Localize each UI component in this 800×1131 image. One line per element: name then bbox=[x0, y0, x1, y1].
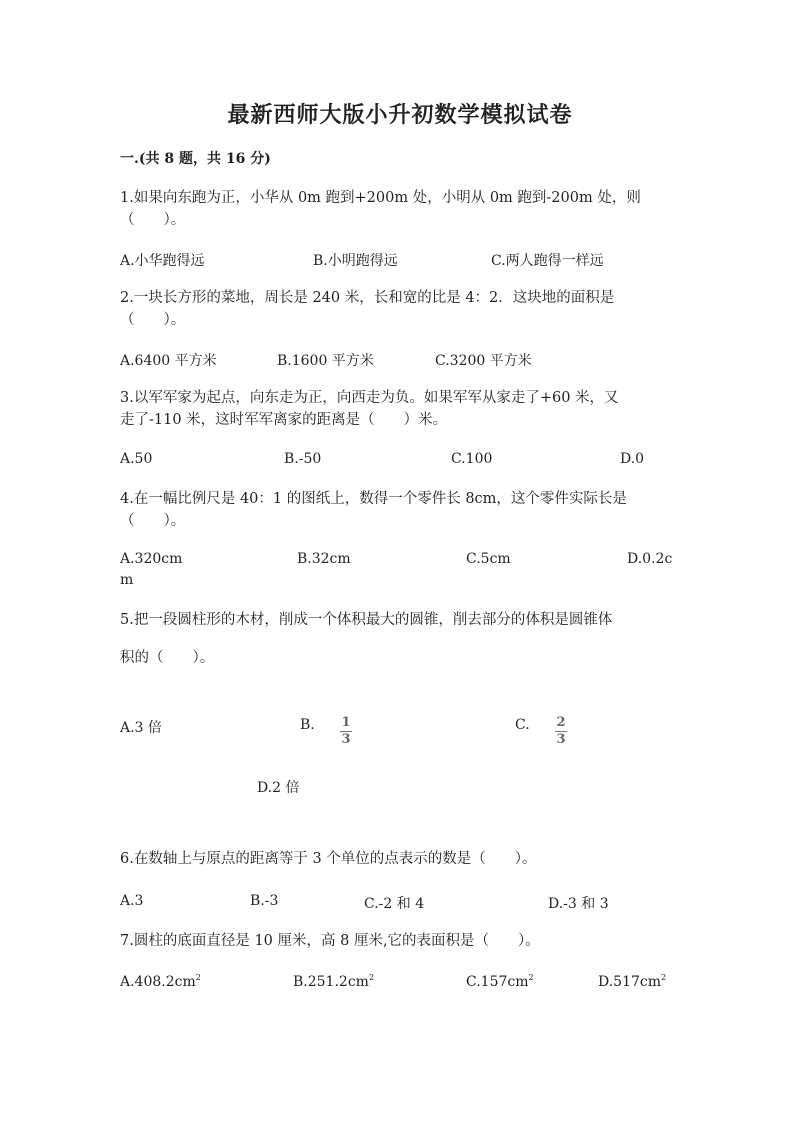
fraction-denominator: 3 bbox=[556, 732, 566, 747]
question-7-option-b[interactable] bbox=[293, 973, 374, 990]
question-5-option-b[interactable]: B. bbox=[300, 717, 315, 733]
question-4-option-d[interactable]: D.0.2c bbox=[627, 551, 673, 567]
option-text: A.408.2cm bbox=[120, 974, 196, 990]
question-4-text: 4.在一幅比例尺是 40：1 的图纸上，数得一个零件长 8cm，这个零件实际长是 bbox=[120, 491, 627, 507]
unit-superscript: 2 bbox=[195, 973, 201, 982]
question-2-text-cont: （ ）。 bbox=[120, 312, 186, 328]
question-6-text: 6.在数轴上与原点的距离等于 3 个单位的点表示的数是（ ）。 bbox=[120, 851, 537, 867]
question-7-option-c[interactable] bbox=[466, 973, 534, 990]
question-7-text: 7.圆柱的底面直径是 10 厘米，高 8 厘米,它的表面积是（ ）。 bbox=[120, 933, 540, 949]
unit-superscript: 2 bbox=[661, 973, 667, 982]
fraction-numerator: 2 bbox=[556, 715, 566, 730]
question-3-option-c[interactable]: C.100 bbox=[451, 451, 493, 467]
option-text: C.157cm bbox=[466, 974, 529, 990]
option-text: D.517cm bbox=[598, 974, 662, 990]
question-2-option-c[interactable]: C.3200 平方米 bbox=[435, 353, 532, 369]
question-4-text-cont: （ ）。 bbox=[120, 513, 186, 529]
question-4-option-c[interactable]: C.5cm bbox=[466, 551, 511, 567]
question-6-option-c[interactable]: C.-2 和 4 bbox=[364, 896, 425, 912]
question-4-option-a[interactable]: A.320cm bbox=[120, 551, 183, 567]
question-1-option-b[interactable]: B.小明跑得远 bbox=[313, 253, 398, 269]
question-5-option-c-fraction bbox=[555, 711, 567, 747]
section-heading: 一.(共 8 题，共 16 分) bbox=[120, 151, 271, 167]
question-5-option-c[interactable]: C. bbox=[515, 717, 530, 733]
question-6-option-b[interactable]: B.-3 bbox=[250, 893, 279, 909]
page-title: 最新西师大版小升初数学模拟试卷 bbox=[227, 102, 573, 128]
question-2-text: 2.一块长方形的菜地，周长是 240 米，长和宽的比是 4：2．这块地的面积是 bbox=[120, 290, 615, 306]
question-3-option-b[interactable]: B.-50 bbox=[284, 451, 322, 467]
question-1-text: 1.如果向东跑为正，小华从 0m 跑到+200m 处，小明从 0m 跑到-200m 处，则 bbox=[120, 190, 641, 206]
question-1-option-c[interactable]: C.两人跑得一样远 bbox=[491, 253, 604, 269]
question-5-text: 5.把一段圆柱形的木材，削成一个体积最大的圆锥，削去部分的体积是圆锥体 bbox=[120, 612, 613, 628]
question-7-option-d[interactable] bbox=[598, 973, 666, 990]
question-1-option-a[interactable]: A.小华跑得远 bbox=[120, 253, 205, 269]
question-5-option-a[interactable]: A.3 倍 bbox=[120, 720, 162, 736]
question-6-option-a[interactable]: A.3 bbox=[120, 893, 144, 909]
question-4-option-d-wrap: m bbox=[120, 572, 134, 588]
option-text: B.251.2cm bbox=[293, 974, 369, 990]
question-3-text: 3.以军军家为起点，向东走为正，向西走为负。如果军军从家走了+60 米，又 bbox=[120, 390, 619, 406]
question-3-option-d[interactable]: D.0 bbox=[620, 451, 645, 467]
question-5-option-b-fraction bbox=[340, 711, 352, 747]
question-5-option-d[interactable]: D.2 倍 bbox=[257, 780, 300, 796]
question-2-option-a[interactable]: A.6400 平方米 bbox=[120, 353, 217, 369]
question-1-text-cont: （ ）。 bbox=[120, 212, 186, 228]
question-3-text-cont: 走了-110 米，这时军军离家的距离是（ ）米。 bbox=[120, 412, 448, 428]
question-6-option-d[interactable]: D.-3 和 3 bbox=[548, 896, 609, 912]
unit-superscript: 2 bbox=[528, 973, 534, 982]
question-4-option-b[interactable]: B.32cm bbox=[297, 551, 351, 567]
question-7-option-a[interactable] bbox=[120, 973, 201, 990]
question-3-option-a[interactable]: A.50 bbox=[120, 451, 153, 467]
fraction-numerator: 1 bbox=[341, 715, 351, 730]
question-2-option-b[interactable]: B.1600 平方米 bbox=[277, 353, 374, 369]
fraction-denominator: 3 bbox=[341, 732, 351, 747]
question-5-text-cont: 积的（ ）。 bbox=[120, 650, 215, 666]
unit-superscript: 2 bbox=[368, 973, 375, 982]
